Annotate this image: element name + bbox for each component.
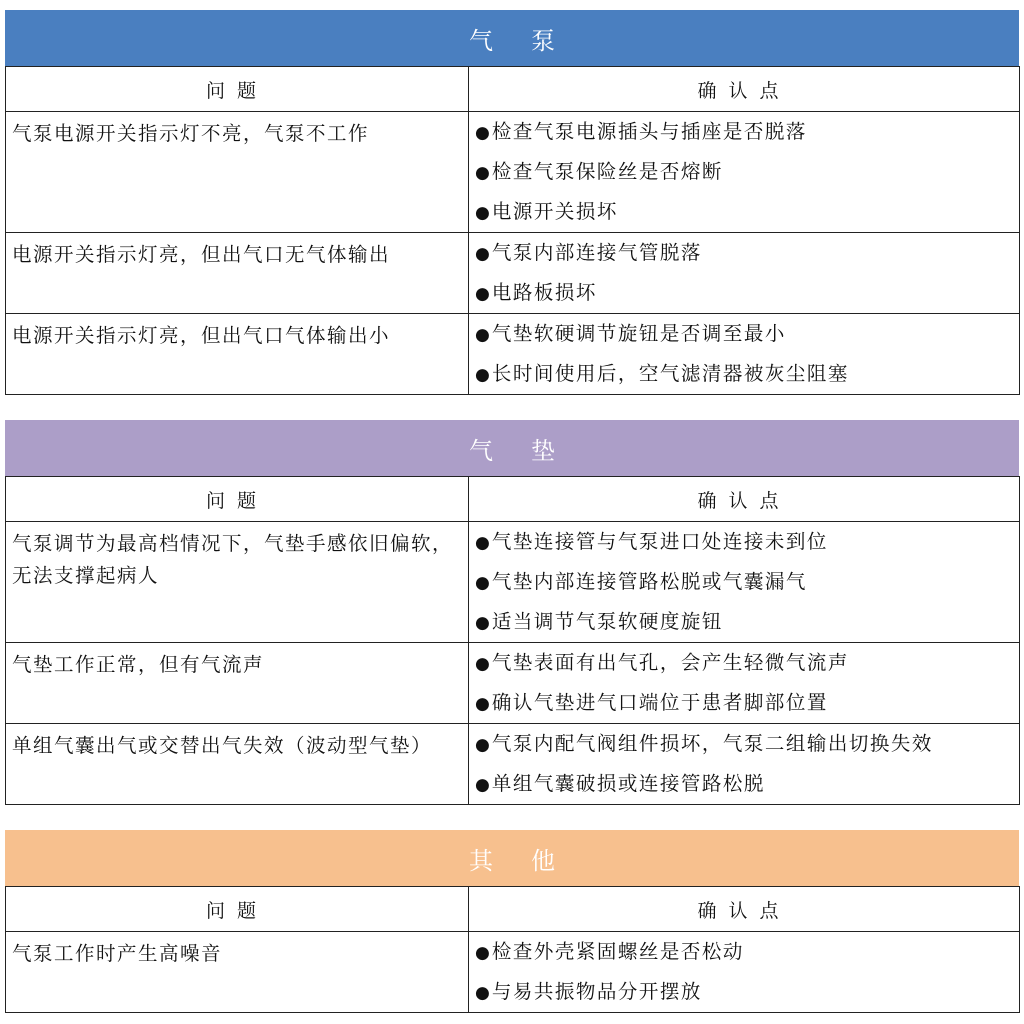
bullet-icon: ● (475, 123, 490, 143)
issue-cell: 电源开关指示灯亮，但出气口气体输出小 (6, 314, 469, 395)
checks-cell (469, 932, 1020, 1013)
check-item: ● 检查气泵保险丝是否熔断 (475, 160, 723, 183)
table-row (6, 932, 1020, 1013)
table-row (6, 233, 1020, 314)
check-item: ● 检查外壳紧固螺丝是否松动 (475, 940, 744, 963)
table-row (6, 643, 1020, 724)
check-item: ● 电源开关损坏 (475, 200, 618, 223)
header-issue: 问题 (6, 67, 469, 112)
header-issue: 问题 (6, 477, 469, 522)
check-item: ● 气垫软硬调节旋钮是否调至最小 (475, 322, 786, 345)
section-other (5, 830, 1019, 1013)
check-item: ● 检查气泵电源插头与插座是否脱落 (475, 120, 807, 143)
bullet-icon: ● (475, 284, 490, 304)
bullet-icon: ● (475, 613, 490, 633)
header-check: 确认点 (469, 67, 1020, 112)
header-check: 确认点 (469, 477, 1020, 522)
checks-cell (469, 724, 1020, 805)
bullet-icon: ● (475, 325, 490, 345)
bullet-icon: ● (475, 654, 490, 674)
table-row (6, 522, 1020, 643)
issue-cell: 气泵工作时产生高噪音 (6, 932, 469, 1013)
bullet-icon: ● (475, 735, 490, 755)
checks-cell (469, 233, 1020, 314)
checks-cell (469, 314, 1020, 395)
check-item: ● 与易共振物品分开摆放 (475, 980, 702, 1003)
bullet-icon: ● (475, 244, 490, 264)
check-item: ● 气泵内配气阀组件损坏，气泵二组输出切换失效 (475, 732, 933, 755)
check-item: ● 气垫内部连接管路松脱或气囊漏气 (475, 570, 807, 593)
check-item: ● 确认气垫进气口端位于患者脚部位置 (475, 691, 828, 714)
issue-cell: 单组气囊出气或交替出气失效（波动型气垫） (6, 724, 469, 805)
header-check: 确认点 (469, 887, 1020, 932)
bullet-icon: ● (475, 775, 490, 795)
checks-cell (469, 522, 1020, 643)
troubleshooting-table (5, 66, 1020, 395)
table-row (6, 112, 1020, 233)
check-item: ● 气垫连接管与气泵进口处连接未到位 (475, 530, 828, 553)
issue-cell: 气泵电源开关指示灯不亮，气泵不工作 (6, 112, 469, 233)
troubleshooting-table (5, 886, 1020, 1013)
issue-cell: 电源开关指示灯亮，但出气口无气体输出 (6, 233, 469, 314)
bullet-icon: ● (475, 203, 490, 223)
bullet-icon: ● (475, 573, 490, 593)
issue-cell: 气垫工作正常，但有气流声 (6, 643, 469, 724)
bullet-icon: ● (475, 694, 490, 714)
table-row (6, 314, 1020, 395)
bullet-icon: ● (475, 163, 490, 183)
section-title: 气泵 (5, 10, 1019, 66)
checks-cell (469, 643, 1020, 724)
section-title: 其他 (5, 830, 1019, 886)
troubleshooting-table (5, 476, 1020, 805)
header-issue: 问题 (6, 887, 469, 932)
section-air-mattress (5, 420, 1019, 805)
check-item: ● 单组气囊破损或连接管路松脱 (475, 772, 765, 795)
section-title: 气垫 (5, 420, 1019, 476)
check-item: ● 适当调节气泵软硬度旋钮 (475, 610, 723, 633)
section-air-pump (5, 10, 1019, 395)
check-item: ● 电路板损坏 (475, 281, 597, 304)
check-item: ● 长时间使用后，空气滤清器被灰尘阻塞 (475, 362, 849, 385)
checks-cell (469, 112, 1020, 233)
check-item: ● 气垫表面有出气孔，会产生轻微气流声 (475, 651, 849, 674)
bullet-icon: ● (475, 983, 490, 1003)
bullet-icon: ● (475, 365, 490, 385)
issue-cell: 气泵调节为最高档情况下，气垫手感依旧偏软，无法支撑起病人 (6, 522, 469, 643)
bullet-icon: ● (475, 943, 490, 963)
check-item: ● 气泵内部连接气管脱落 (475, 241, 702, 264)
table-row (6, 724, 1020, 805)
bullet-icon: ● (475, 533, 490, 553)
